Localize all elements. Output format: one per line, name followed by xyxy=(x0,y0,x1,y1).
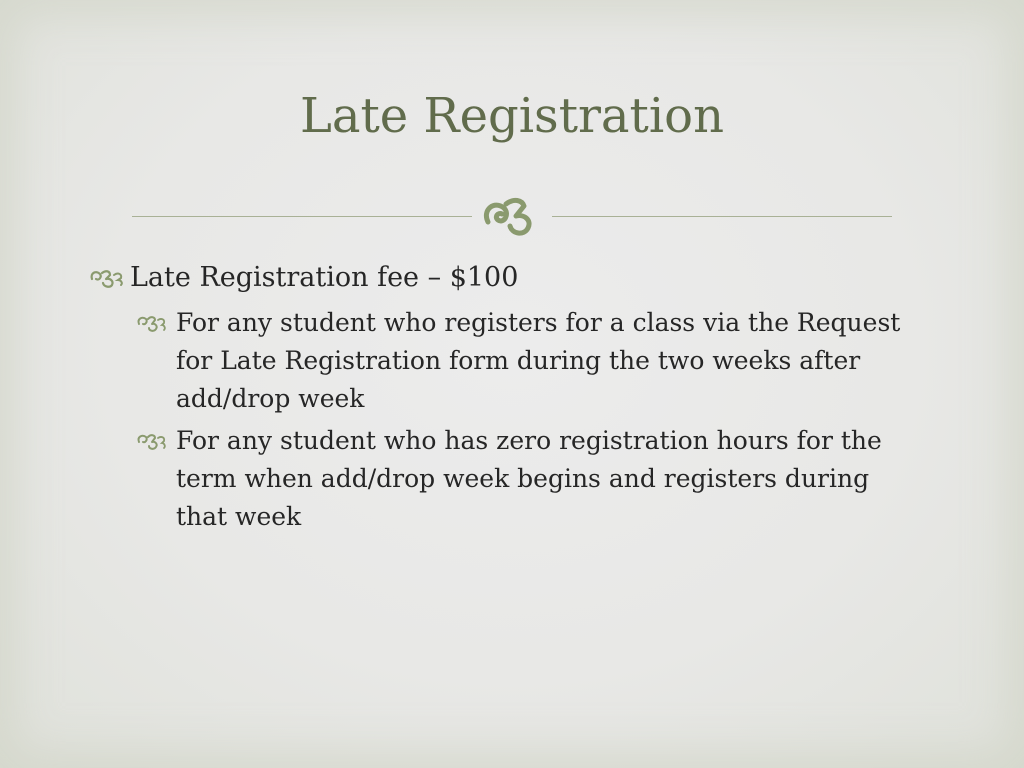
bullet-text: Late Registration fee – $100 xyxy=(130,262,519,293)
title-divider xyxy=(132,192,892,240)
swash-bullet-icon xyxy=(136,313,168,333)
sub-bullet-text: For any student who registers for a class via the Request for Late Registration form during the two weeks after add/drop week xyxy=(176,308,901,413)
swash-bullet-icon xyxy=(88,267,126,289)
sub-bullet-text: For any student who has zero registration hours for the term when add/drop week begins and registers during that week xyxy=(176,426,882,531)
divider-line-right xyxy=(552,216,892,217)
divider-line-left xyxy=(132,216,472,217)
swash-bullet-icon xyxy=(136,431,168,451)
slide-title: Late Registration xyxy=(299,88,724,144)
bullet-item xyxy=(88,258,918,298)
sub-bullet-item xyxy=(176,304,918,418)
bullet-list xyxy=(88,258,918,540)
sub-bullet-item xyxy=(176,422,918,536)
swash-flourish-icon xyxy=(478,192,546,240)
